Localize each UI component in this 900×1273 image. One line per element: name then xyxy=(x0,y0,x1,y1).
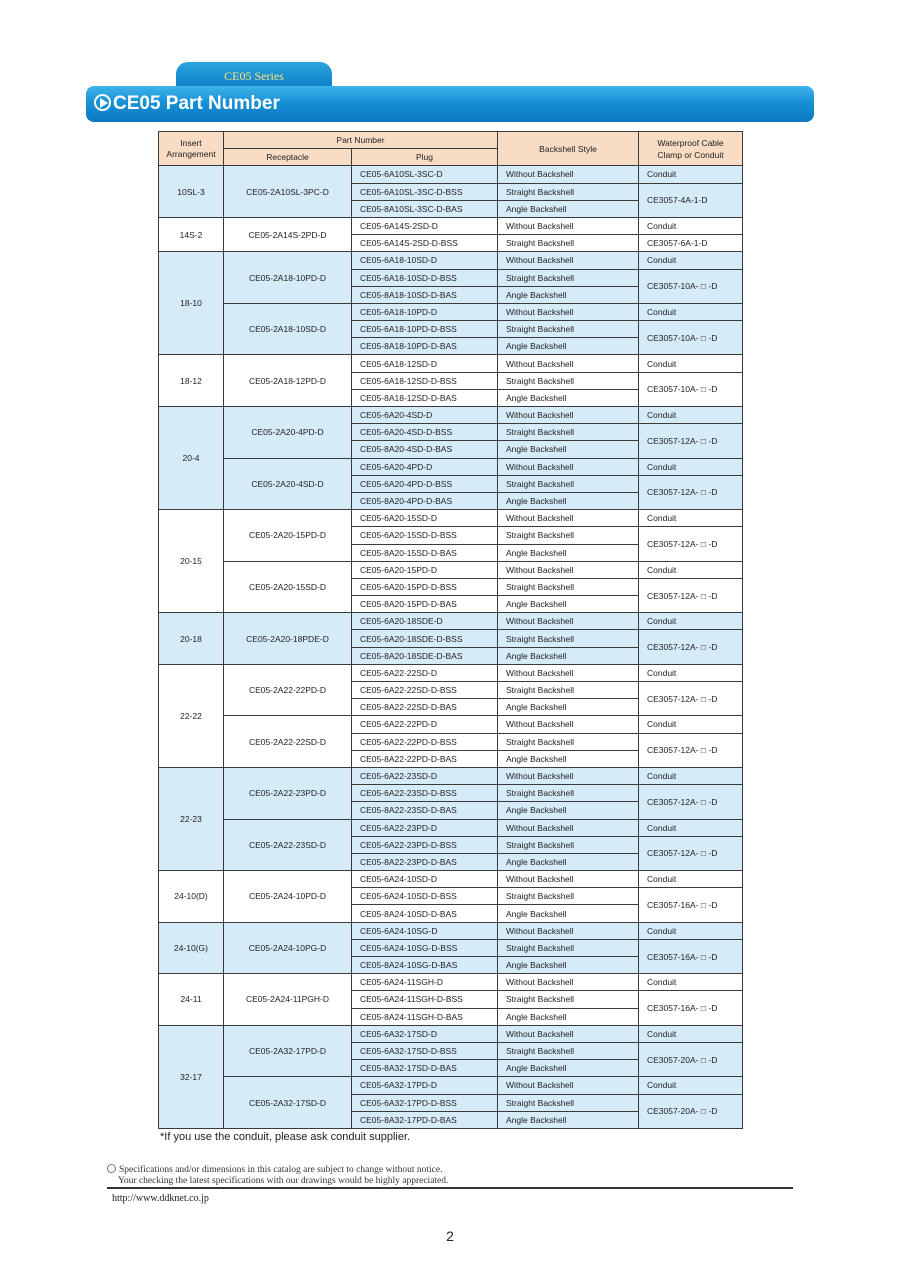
receptacle-cell: CE05-2A20-15SD-D xyxy=(224,561,352,613)
waterproof-cell: CE3057-12A- □ -D xyxy=(639,578,743,612)
waterproof-cell: CE3057-12A- □ -D xyxy=(639,733,743,767)
plug-cell: CE05-6A20-4SD-D-BSS xyxy=(352,424,498,441)
plug-cell: CE05-6A24-10SD-D xyxy=(352,871,498,888)
plug-cell: CE05-6A20-4PD-D-BSS xyxy=(352,475,498,492)
backshell-style-cell: Without Backshell xyxy=(498,217,639,234)
waterproof-cell: CE3057-12A- □ -D xyxy=(639,630,743,664)
plug-cell: CE05-6A20-4PD-D xyxy=(352,458,498,475)
plug-cell: CE05-6A24-11SGH-D-BSS xyxy=(352,991,498,1008)
backshell-style-cell: Without Backshell xyxy=(498,922,639,939)
receptacle-cell: CE05-2A10SL-3PC-D xyxy=(224,166,352,218)
waterproof-cell: Conduit xyxy=(639,458,743,475)
backshell-style-cell: Straight Backshell xyxy=(498,836,639,853)
disclaimer-line-2: Your checking the latest specifications with our drawings would be highly appreciated. xyxy=(118,1176,449,1186)
backshell-style-cell: Angle Backshell xyxy=(498,853,639,870)
receptacle-cell: CE05-2A14S-2PD-D xyxy=(224,217,352,251)
waterproof-cell: Conduit xyxy=(639,217,743,234)
backshell-style-cell: Straight Backshell xyxy=(498,939,639,956)
waterproof-cell: CE3057-16A- □ -D xyxy=(639,888,743,922)
backshell-style-cell: Straight Backshell xyxy=(498,733,639,750)
waterproof-cell: CE3057-12A- □ -D xyxy=(639,682,743,716)
backshell-style-cell: Without Backshell xyxy=(498,561,639,578)
waterproof-cell: CE3057-12A- □ -D xyxy=(639,785,743,819)
insert-arrangement-cell: 24-10(G) xyxy=(159,922,224,974)
plug-cell: CE05-6A22-22SD-D xyxy=(352,664,498,681)
receptacle-cell: CE05-2A20-18PDE-D xyxy=(224,613,352,665)
insert-group xyxy=(159,407,743,510)
waterproof-cell: CE3057-12A- □ -D xyxy=(639,475,743,509)
table-row xyxy=(159,303,743,320)
plug-cell: CE05-6A32-17PD-D-BSS xyxy=(352,1094,498,1111)
receptacle-cell: CE05-2A20-4SD-D xyxy=(224,458,352,510)
header-part-number: Part Number xyxy=(224,132,498,149)
table-row xyxy=(159,510,743,527)
insert-arrangement-cell: 20-15 xyxy=(159,510,224,613)
footer-divider xyxy=(107,1187,793,1189)
backshell-style-cell: Straight Backshell xyxy=(498,424,639,441)
insert-arrangement-cell: 24-10(D) xyxy=(159,871,224,923)
waterproof-cell: Conduit xyxy=(639,974,743,991)
plug-cell: CE05-6A18-12SD-D xyxy=(352,355,498,372)
backshell-style-cell: Without Backshell xyxy=(498,664,639,681)
plug-cell: CE05-6A20-15SD-D xyxy=(352,510,498,527)
backshell-style-cell: Without Backshell xyxy=(498,166,639,183)
table-row xyxy=(159,922,743,939)
backshell-style-cell: Straight Backshell xyxy=(498,888,639,905)
insert-group xyxy=(159,767,743,870)
receptacle-cell: CE05-2A22-23PD-D xyxy=(224,767,352,819)
backshell-style-cell: Straight Backshell xyxy=(498,578,639,595)
footer-url: http://www.ddknet.co.jp xyxy=(112,1193,209,1204)
plug-cell: CE05-6A24-10SD-D-BSS xyxy=(352,888,498,905)
conduit-note: *If you use the conduit, please ask conduit supplier. xyxy=(160,1131,411,1143)
backshell-style-cell: Angle Backshell xyxy=(498,802,639,819)
backshell-style-cell: Angle Backshell xyxy=(498,905,639,922)
plug-cell: CE05-6A18-10PD-D-BSS xyxy=(352,321,498,338)
table-row xyxy=(159,613,743,630)
backshell-style-cell: Straight Backshell xyxy=(498,527,639,544)
insert-group xyxy=(159,166,743,218)
waterproof-cell: Conduit xyxy=(639,664,743,681)
plug-cell: CE05-6A32-17PD-D xyxy=(352,1077,498,1094)
backshell-style-cell: Straight Backshell xyxy=(498,183,639,200)
title-bar xyxy=(86,86,814,122)
backshell-style-cell: Angle Backshell xyxy=(498,647,639,664)
insert-group xyxy=(159,1025,743,1128)
backshell-style-cell: Angle Backshell xyxy=(498,957,639,974)
waterproof-cell: CE3057-20A- □ -D xyxy=(639,1094,743,1128)
table-row xyxy=(159,819,743,836)
plug-cell: CE05-8A22-23PD-D-BAS xyxy=(352,853,498,870)
backshell-style-cell: Without Backshell xyxy=(498,458,639,475)
waterproof-cell: Conduit xyxy=(639,510,743,527)
insert-arrangement-cell: 10SL-3 xyxy=(159,166,224,218)
backshell-style-cell: Without Backshell xyxy=(498,871,639,888)
waterproof-cell: CE3057-20A- □ -D xyxy=(639,1042,743,1076)
insert-arrangement-cell: 18-10 xyxy=(159,252,224,355)
plug-cell: CE05-8A32-17SD-D-BAS xyxy=(352,1060,498,1077)
header-waterproof: Waterproof Cable Clamp or Conduit xyxy=(639,132,743,166)
backshell-style-cell: Angle Backshell xyxy=(498,200,639,217)
waterproof-cell: Conduit xyxy=(639,303,743,320)
insert-arrangement-cell: 20-4 xyxy=(159,407,224,510)
receptacle-cell: CE05-2A32-17PD-D xyxy=(224,1025,352,1077)
table-row xyxy=(159,561,743,578)
backshell-style-cell: Straight Backshell xyxy=(498,682,639,699)
backshell-style-cell: Straight Backshell xyxy=(498,321,639,338)
backshell-style-cell: Straight Backshell xyxy=(498,1094,639,1111)
plug-cell: CE05-8A24-10SG-D-BAS xyxy=(352,957,498,974)
backshell-style-cell: Without Backshell xyxy=(498,767,639,784)
backshell-style-cell: Straight Backshell xyxy=(498,475,639,492)
backshell-style-cell: Angle Backshell xyxy=(498,750,639,767)
waterproof-cell: Conduit xyxy=(639,407,743,424)
plug-cell: CE05-6A24-10SG-D xyxy=(352,922,498,939)
plug-cell: CE05-8A22-23SD-D-BAS xyxy=(352,802,498,819)
backshell-style-cell: Angle Backshell xyxy=(498,492,639,509)
insert-group xyxy=(159,252,743,355)
table-row xyxy=(159,458,743,475)
insert-arrangement-cell: 24-11 xyxy=(159,974,224,1026)
backshell-style-cell: Straight Backshell xyxy=(498,372,639,389)
backshell-style-cell: Without Backshell xyxy=(498,819,639,836)
backshell-style-cell: Angle Backshell xyxy=(498,596,639,613)
waterproof-cell: CE3057-10A- □ -D xyxy=(639,321,743,355)
backshell-style-cell: Angle Backshell xyxy=(498,1111,639,1128)
plug-cell: CE05-6A24-11SGH-D xyxy=(352,974,498,991)
backshell-style-cell: Without Backshell xyxy=(498,303,639,320)
table-row xyxy=(159,716,743,733)
waterproof-cell: CE3057-12A- □ -D xyxy=(639,836,743,870)
plug-cell: CE05-6A32-17SD-D xyxy=(352,1025,498,1042)
receptacle-cell: CE05-2A24-10PD-D xyxy=(224,871,352,923)
header-plug: Plug xyxy=(352,149,498,166)
insert-arrangement-cell: 14S-2 xyxy=(159,217,224,251)
receptacle-cell: CE05-2A24-11PGH-D xyxy=(224,974,352,1026)
backshell-style-cell: Angle Backshell xyxy=(498,544,639,561)
plug-cell: CE05-6A22-23SD-D xyxy=(352,767,498,784)
backshell-style-cell: Without Backshell xyxy=(498,1025,639,1042)
insert-group xyxy=(159,355,743,407)
plug-cell: CE05-8A20-15SD-D-BAS xyxy=(352,544,498,561)
backshell-style-cell: Straight Backshell xyxy=(498,269,639,286)
insert-arrangement-cell: 22-22 xyxy=(159,664,224,767)
plug-cell: CE05-8A22-22PD-D-BAS xyxy=(352,750,498,767)
plug-cell: CE05-6A22-23PD-D xyxy=(352,819,498,836)
plug-cell: CE05-6A20-15PD-D-BSS xyxy=(352,578,498,595)
backshell-style-cell: Angle Backshell xyxy=(498,441,639,458)
plug-cell: CE05-8A10SL-3SC-D-BAS xyxy=(352,200,498,217)
table-row xyxy=(159,217,743,234)
waterproof-cell: Conduit xyxy=(639,922,743,939)
backshell-style-cell: Without Backshell xyxy=(498,1077,639,1094)
plug-cell: CE05-6A20-15SD-D-BSS xyxy=(352,527,498,544)
insert-group xyxy=(159,922,743,974)
plug-cell: CE05-6A20-18SDE-D xyxy=(352,613,498,630)
page-title: CE05 Part Number xyxy=(113,93,280,114)
receptacle-cell: CE05-2A32-17SD-D xyxy=(224,1077,352,1129)
table-row xyxy=(159,1077,743,1094)
table-row xyxy=(159,767,743,784)
waterproof-cell: Conduit xyxy=(639,613,743,630)
waterproof-cell: Conduit xyxy=(639,819,743,836)
waterproof-cell: CE3057-16A- □ -D xyxy=(639,991,743,1025)
insert-group xyxy=(159,217,743,251)
waterproof-cell: CE3057-10A- □ -D xyxy=(639,269,743,303)
plug-cell: CE05-6A22-22SD-D-BSS xyxy=(352,682,498,699)
waterproof-cell: CE3057-12A- □ -D xyxy=(639,424,743,458)
plug-cell: CE05-6A22-23SD-D-BSS xyxy=(352,785,498,802)
play-circle-icon xyxy=(94,94,111,111)
receptacle-cell: CE05-2A18-10PD-D xyxy=(224,252,352,304)
circle-mark-icon xyxy=(107,1164,116,1173)
waterproof-cell: Conduit xyxy=(639,166,743,183)
waterproof-cell: CE3057-16A- □ -D xyxy=(639,939,743,973)
insert-group xyxy=(159,613,743,665)
insert-arrangement-cell: 18-12 xyxy=(159,355,224,407)
header-backshell-style: Backshell Style xyxy=(498,132,639,166)
plug-cell: CE05-6A10SL-3SC-D xyxy=(352,166,498,183)
series-tab: CE05 Series xyxy=(176,62,332,88)
plug-cell: CE05-8A18-12SD-D-BAS xyxy=(352,389,498,406)
table-row xyxy=(159,974,743,991)
backshell-style-cell: Angle Backshell xyxy=(498,699,639,716)
plug-cell: CE05-6A10SL-3SC-D-BSS xyxy=(352,183,498,200)
backshell-style-cell: Without Backshell xyxy=(498,407,639,424)
waterproof-cell: CE3057-6A-1-D xyxy=(639,235,743,252)
backshell-style-cell: Angle Backshell xyxy=(498,1008,639,1025)
table-row xyxy=(159,1025,743,1042)
waterproof-cell: CE3057-4A-1-D xyxy=(639,183,743,217)
plug-cell: CE05-6A22-22PD-D-BSS xyxy=(352,733,498,750)
plug-cell: CE05-6A20-15PD-D xyxy=(352,561,498,578)
disclaimer xyxy=(107,1164,448,1187)
plug-cell: CE05-8A20-18SDE-D-BAS xyxy=(352,647,498,664)
waterproof-cell: Conduit xyxy=(639,716,743,733)
plug-cell: CE05-6A20-4SD-D xyxy=(352,407,498,424)
waterproof-cell: CE3057-10A- □ -D xyxy=(639,372,743,406)
receptacle-cell: CE05-2A18-10SD-D xyxy=(224,303,352,355)
plug-cell: CE05-8A22-22SD-D-BAS xyxy=(352,699,498,716)
waterproof-cell: Conduit xyxy=(639,1025,743,1042)
plug-cell: CE05-6A18-10PD-D xyxy=(352,303,498,320)
plug-cell: CE05-8A24-11SGH-D-BAS xyxy=(352,1008,498,1025)
plug-cell: CE05-8A20-15PD-D-BAS xyxy=(352,596,498,613)
insert-group xyxy=(159,974,743,1026)
table-row xyxy=(159,871,743,888)
insert-arrangement-cell: 20-18 xyxy=(159,613,224,665)
waterproof-cell: Conduit xyxy=(639,871,743,888)
waterproof-cell: Conduit xyxy=(639,767,743,784)
plug-cell: CE05-6A18-12SD-D-BSS xyxy=(352,372,498,389)
plug-cell: CE05-6A18-10SD-D-BSS xyxy=(352,269,498,286)
backshell-style-cell: Straight Backshell xyxy=(498,991,639,1008)
backshell-style-cell: Without Backshell xyxy=(498,355,639,372)
waterproof-cell: Conduit xyxy=(639,355,743,372)
insert-group xyxy=(159,871,743,923)
backshell-style-cell: Straight Backshell xyxy=(498,630,639,647)
plug-cell: CE05-6A14S-2SD-D xyxy=(352,217,498,234)
insert-group xyxy=(159,664,743,767)
backshell-style-cell: Without Backshell xyxy=(498,716,639,733)
page-number: 2 xyxy=(446,1228,454,1244)
backshell-style-cell: Angle Backshell xyxy=(498,1060,639,1077)
plug-cell: CE05-6A22-22PD-D xyxy=(352,716,498,733)
waterproof-cell: Conduit xyxy=(639,561,743,578)
backshell-style-cell: Angle Backshell xyxy=(498,389,639,406)
plug-cell: CE05-8A32-17PD-D-BAS xyxy=(352,1111,498,1128)
waterproof-cell: CE3057-12A- □ -D xyxy=(639,527,743,561)
plug-cell: CE05-6A24-10SG-D-BSS xyxy=(352,939,498,956)
backshell-style-cell: Without Backshell xyxy=(498,252,639,269)
receptacle-cell: CE05-2A22-22SD-D xyxy=(224,716,352,768)
backshell-style-cell: Straight Backshell xyxy=(498,235,639,252)
plug-cell: CE05-6A18-10SD-D xyxy=(352,252,498,269)
backshell-style-cell: Without Backshell xyxy=(498,974,639,991)
insert-group xyxy=(159,510,743,613)
receptacle-cell: CE05-2A20-4PD-D xyxy=(224,407,352,459)
receptacle-cell: CE05-2A22-22PD-D xyxy=(224,664,352,716)
plug-cell: CE05-8A20-4SD-D-BAS xyxy=(352,441,498,458)
disclaimer-line-1: Specifications and/or dimensions in this catalog are subject to change without notice. xyxy=(119,1165,443,1175)
plug-cell: CE05-6A32-17SD-D-BSS xyxy=(352,1042,498,1059)
table-row xyxy=(159,166,743,183)
plug-cell: CE05-8A18-10SD-D-BAS xyxy=(352,286,498,303)
backshell-style-cell: Straight Backshell xyxy=(498,785,639,802)
insert-arrangement-cell: 32-17 xyxy=(159,1025,224,1128)
plug-cell: CE05-8A20-4PD-D-BAS xyxy=(352,492,498,509)
plug-cell: CE05-8A24-10SD-D-BAS xyxy=(352,905,498,922)
receptacle-cell: CE05-2A20-15PD-D xyxy=(224,510,352,562)
header-insert-arrangement: Insert Arrangement xyxy=(159,132,224,166)
header-receptacle: Receptacle xyxy=(224,149,352,166)
part-number-table xyxy=(158,131,743,1129)
backshell-style-cell: Straight Backshell xyxy=(498,1042,639,1059)
plug-cell: CE05-6A20-18SDE-D-BSS xyxy=(352,630,498,647)
receptacle-cell: CE05-2A22-23SD-D xyxy=(224,819,352,871)
backshell-style-cell: Without Backshell xyxy=(498,613,639,630)
backshell-style-cell: Without Backshell xyxy=(498,510,639,527)
insert-arrangement-cell: 22-23 xyxy=(159,767,224,870)
backshell-style-cell: Angle Backshell xyxy=(498,286,639,303)
table-row xyxy=(159,252,743,269)
plug-cell: CE05-6A22-23PD-D-BSS xyxy=(352,836,498,853)
plug-cell: CE05-6A14S-2SD-D-BSS xyxy=(352,235,498,252)
waterproof-cell: Conduit xyxy=(639,252,743,269)
table-row xyxy=(159,407,743,424)
backshell-style-cell: Angle Backshell xyxy=(498,338,639,355)
receptacle-cell: CE05-2A24-10PG-D xyxy=(224,922,352,974)
table-row xyxy=(159,664,743,681)
waterproof-cell: Conduit xyxy=(639,1077,743,1094)
receptacle-cell: CE05-2A18-12PD-D xyxy=(224,355,352,407)
plug-cell: CE05-8A18-10PD-D-BAS xyxy=(352,338,498,355)
table-row xyxy=(159,355,743,372)
